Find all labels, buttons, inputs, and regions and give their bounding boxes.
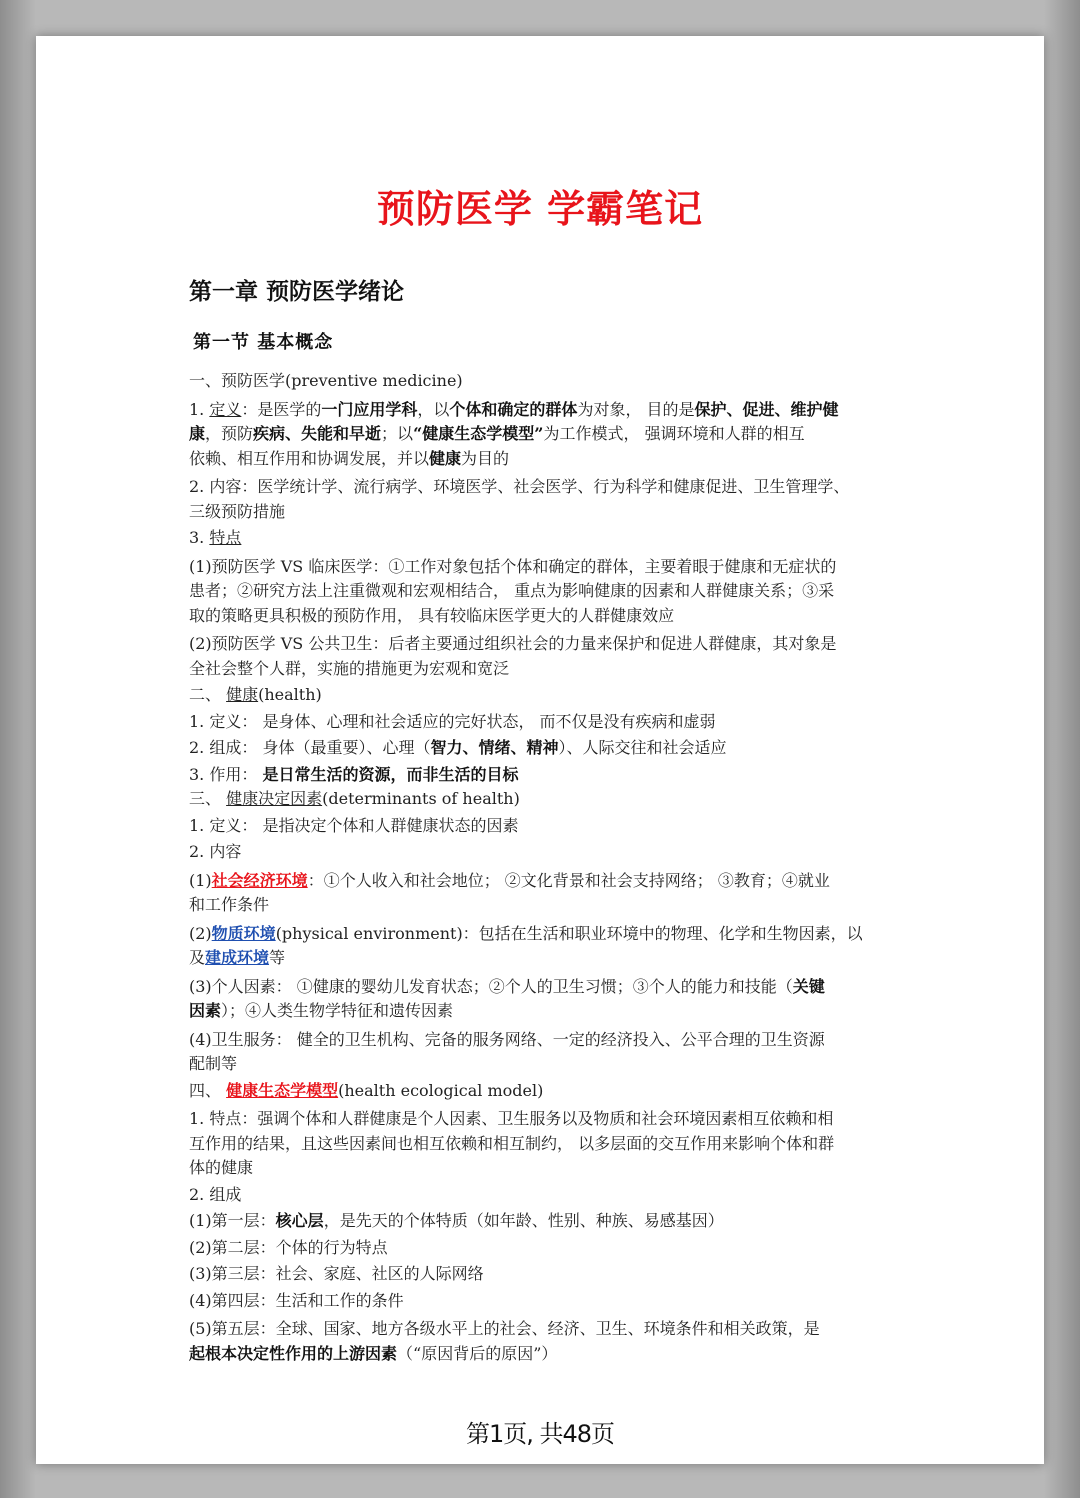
model-layer-2: (2)第二层：个体的行为特点	[189, 1237, 388, 1257]
document-page	[36, 36, 1044, 1464]
heading-features: 3. 特点	[189, 528, 242, 547]
determinants-definition: 1. 定义： 是指决定个体和人群健康状态的因素	[189, 815, 519, 835]
heading-preventive-medicine: 一、预防医学(preventive medicine)	[189, 371, 463, 390]
paragraph-definition: 1. 定义：是医学的一门应用学科，以个体和确定的群体为对象， 目的是保护、促进、维护健 康，预防疾病、失能和早逝；以“健康生态学模型”为工作模式， 强调环境和人群的相互 依赖、相互作用和协调发展，并以健康为目的	[189, 399, 839, 468]
heading-determinants: 三、 健康决定因素(determinants of health)	[189, 789, 520, 808]
paragraph-vs-public-health: (2)预防医学 VS 公共卫生：后者主要通过组织社会的力量来保护和促进人群健康，其对象是 全社会整个人群，实施的措施更为宏观和宽泛	[189, 634, 837, 678]
model-features: 1. 特点：强调个体和人群健康是个人因素、卫生服务以及物质和社会环境因素相互依赖和相 互作用的结果，且这些因素间也相互依赖和相互制约， 以多层面的交互作用来影响个体和群 体的健康	[189, 1109, 835, 1177]
chapter-heading: 第一章 预防医学绪论	[189, 278, 405, 305]
health-role: 3. 作用： 是日常生活的资源，而非生活的目标	[189, 764, 519, 784]
determinants-content-heading: 2. 内容	[189, 842, 242, 861]
determinant-health-services: (4)卫生服务： 健全的卫生机构、完备的服务网络、一定的经济投入、公平合理的卫生资源 配制等	[189, 1029, 825, 1073]
section-heading: 第一节 基本概念	[193, 332, 334, 353]
health-definition: 1. 定义： 是身体、心理和社会适应的完好状态， 而不仅是没有疾病和虚弱	[189, 711, 716, 731]
heading-ecological-model: 四、 健康生态学模型(health ecological model)	[189, 1080, 544, 1100]
model-composition-heading: 2. 组成	[189, 1184, 242, 1204]
model-layer-4: (4)第四层：生活和工作的条件	[189, 1290, 404, 1310]
heading-health: 二、 健康(health)	[189, 685, 322, 704]
health-composition: 2. 组成： 身体（最重要）、心理（智力、情绪、精神）、人际交往和社会适应	[189, 738, 727, 757]
document-title: 预防医学 学霸笔记	[376, 187, 704, 231]
determinant-physical-environment: (2)物质环境(physical environment)：包括在生活和职业环境中的物理、化学和生物因素，以 及建成环境等	[189, 923, 863, 967]
model-layer-1: (1)第一层：核心层，是先天的个体特质（如年龄、性别、种族、易感基因）	[189, 1211, 724, 1230]
page-number-footer: 第1页, 共48页	[465, 1420, 615, 1448]
model-layer-3: (3)第三层：社会、家庭、社区的人际网络	[189, 1264, 484, 1283]
paragraph-vs-clinical: (1)预防医学 VS 临床医学：①工作对象包括个体和确定的群体，主要着眼于健康和无症状的 患者；②研究方法上注重微观和宏观相结合， 重点为影响健康的因素和人群健康关系；③采 取的策略更具积极的预防作用， 具有较临床医学更大的人群健康效应	[189, 556, 837, 625]
model-layer-5: (5)第五层：全球、国家、地方各级水平上的社会、经济、卫生、环境条件和相关政策，是 起根本决定性作用的上游因素（“原因背后的原因”）	[189, 1319, 820, 1363]
document-body	[189, 369, 894, 1366]
determinant-socioeconomic: (1)社会经济环境：①个人收入和社会地位； ②文化背景和社会支持网络； ③教育；④就业 和工作条件	[189, 870, 830, 914]
determinant-personal: (3)个人因素： ①健康的婴幼儿发育状态；②个人的卫生习惯；③个人的能力和技能（关键 因素）；④人类生物学特征和遗传因素	[189, 976, 825, 1020]
paragraph-content: 2. 内容：医学统计学、流行病学、环境医学、社会医学、行为科学和健康促进、卫生管理学、 三级预防措施	[189, 477, 850, 521]
